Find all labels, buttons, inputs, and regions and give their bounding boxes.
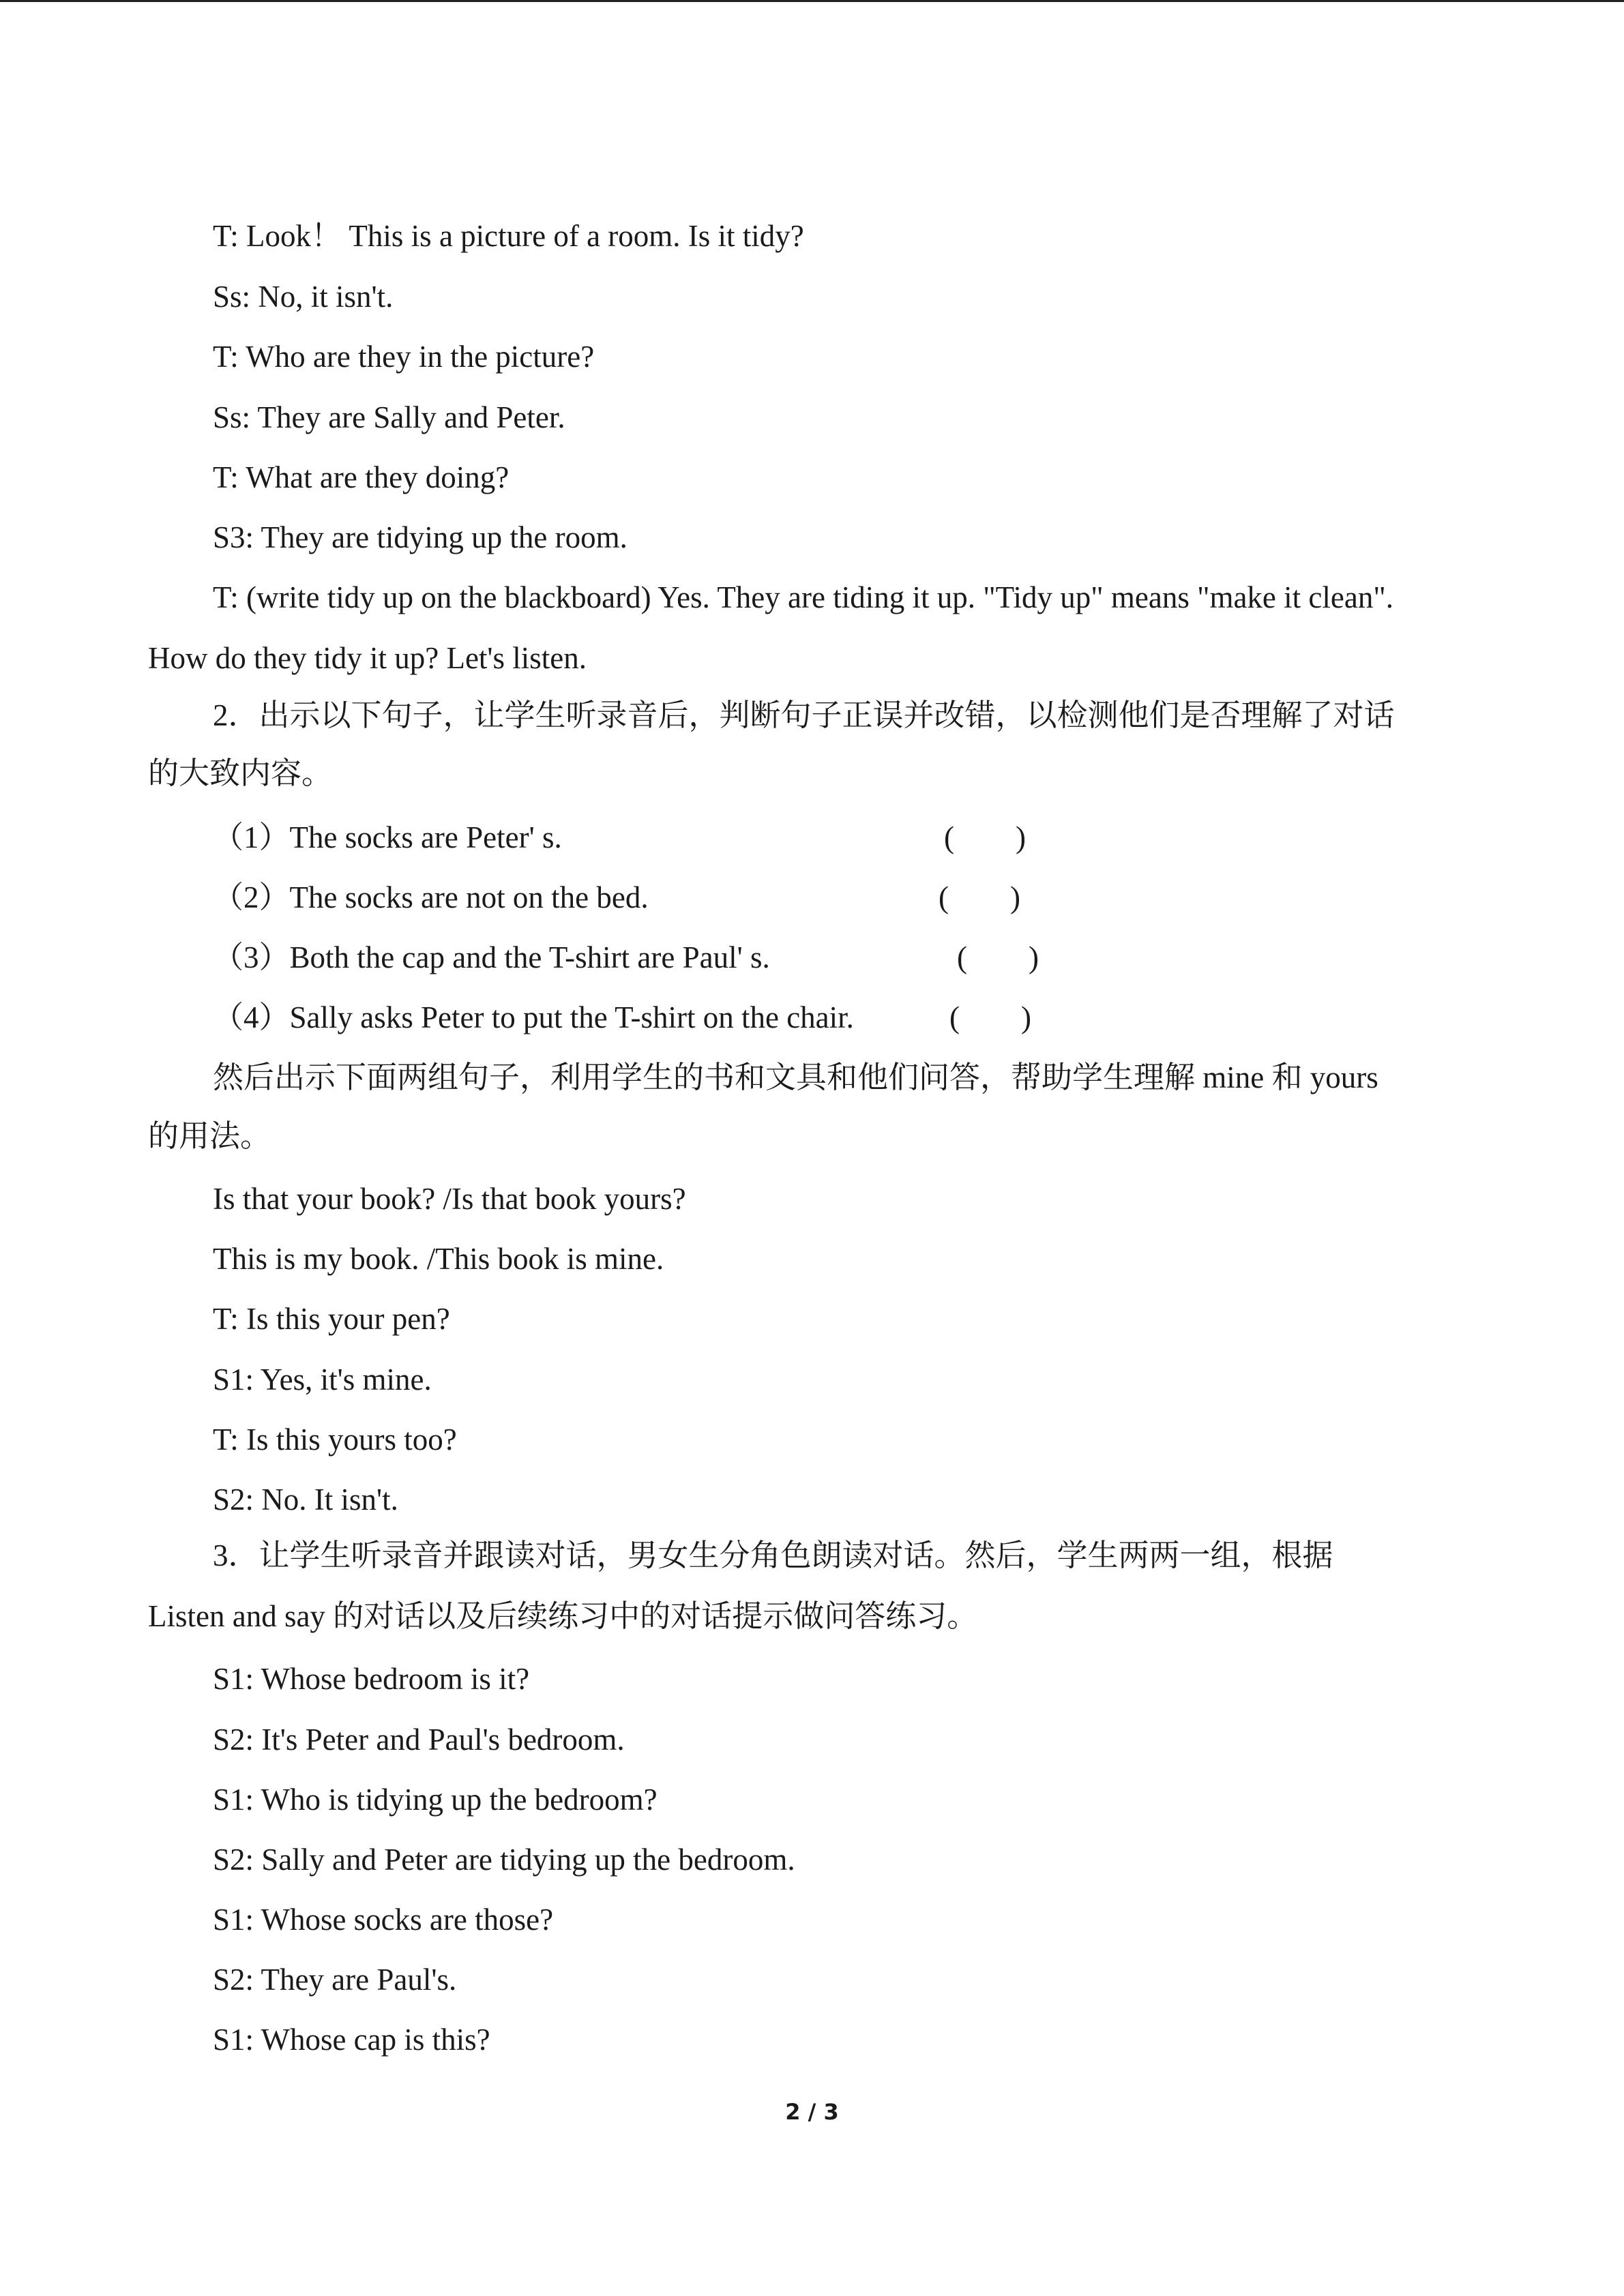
dialogue-line: S2: They are Paul's. [213,1963,457,1997]
dialogue-line: S1: Whose bedroom is it? [213,1662,530,1696]
instruction-step: 3．让学生听录音并跟读对话，男女生分角色朗读对话。然后，学生两两一组，根据 [213,1538,1333,1572]
instruction-step: 2．出示以下句子，让学生听录音后，判断句子正误并改错，以检测他们是否理解了对话 [213,698,1395,732]
dialogue-line: Ss: They are Sally and Peter. [213,400,565,434]
exercise-item: （1）The socks are Peter' s. [213,820,562,854]
dialogue-line: S1: Yes, it's mine. [213,1362,432,1397]
dialogue-line: S1: Who is tidying up the bedroom? [213,1783,658,1817]
instruction-step: 的用法。 [148,1119,271,1153]
dialogue-line: S3: They are tidying up the room. [213,520,628,554]
answer-blank: ( ) [957,940,1039,974]
dialogue-line: S2: It's Peter and Paul's bedroom. [213,1723,625,1757]
exercise-item: （2）The socks are not on the bed. [213,880,649,914]
dialogue-line: T: Is this your pen? [213,1302,450,1336]
example-sentence: Is that your book? /Is that book yours? [213,1182,686,1216]
instruction-step: Listen and say 的对话以及后续练习中的对话提示做问答练习。 [148,1599,978,1633]
dialogue-line: How do they tidy it up? Let's listen. [148,641,587,675]
answer-blank: ( ) [949,1000,1031,1034]
dialogue-line: T: Look！ This is a picture of a room. Is it tidy? [213,219,804,253]
exercise-item: （3）Both the cap and the T-shirt are Paul' s. [213,940,770,974]
dialogue-line: Ss: No, it isn't. [213,280,394,314]
dialogue-line: T: What are they doing? [213,460,510,494]
answer-blank: ( ) [944,820,1026,854]
top-border [0,0,1624,2]
dialogue-line: S2: Sally and Peter are tidying up the bedroom. [213,1843,795,1877]
page-number: 2 / 3 [785,2099,839,2125]
dialogue-line: T: Who are they in the picture? [213,340,595,374]
answer-blank: ( ) [939,880,1020,914]
instruction-step: 的大致内容。 [148,756,333,790]
dialogue-line: S1: Whose socks are those? [213,1903,554,1937]
dialogue-line: T: (write tidy up on the blackboard) Yes. They are tiding it up. "Tidy up" means "make it clean". [213,580,1393,614]
exercise-item: （4）Sally asks Peter to put the T-shirt on the chair. [213,1000,854,1034]
dialogue-line: T: Is this yours too? [213,1422,457,1457]
dialogue-line: S2: No. It isn't. [213,1482,398,1517]
dialogue-line: S1: Whose cap is this? [213,2023,490,2057]
instruction-step: 然后出示下面两组句子，利用学生的书和文具和他们问答，帮助学生理解 mine 和 yours [213,1060,1378,1094]
example-sentence: This is my book. /This book is mine. [213,1242,664,1276]
